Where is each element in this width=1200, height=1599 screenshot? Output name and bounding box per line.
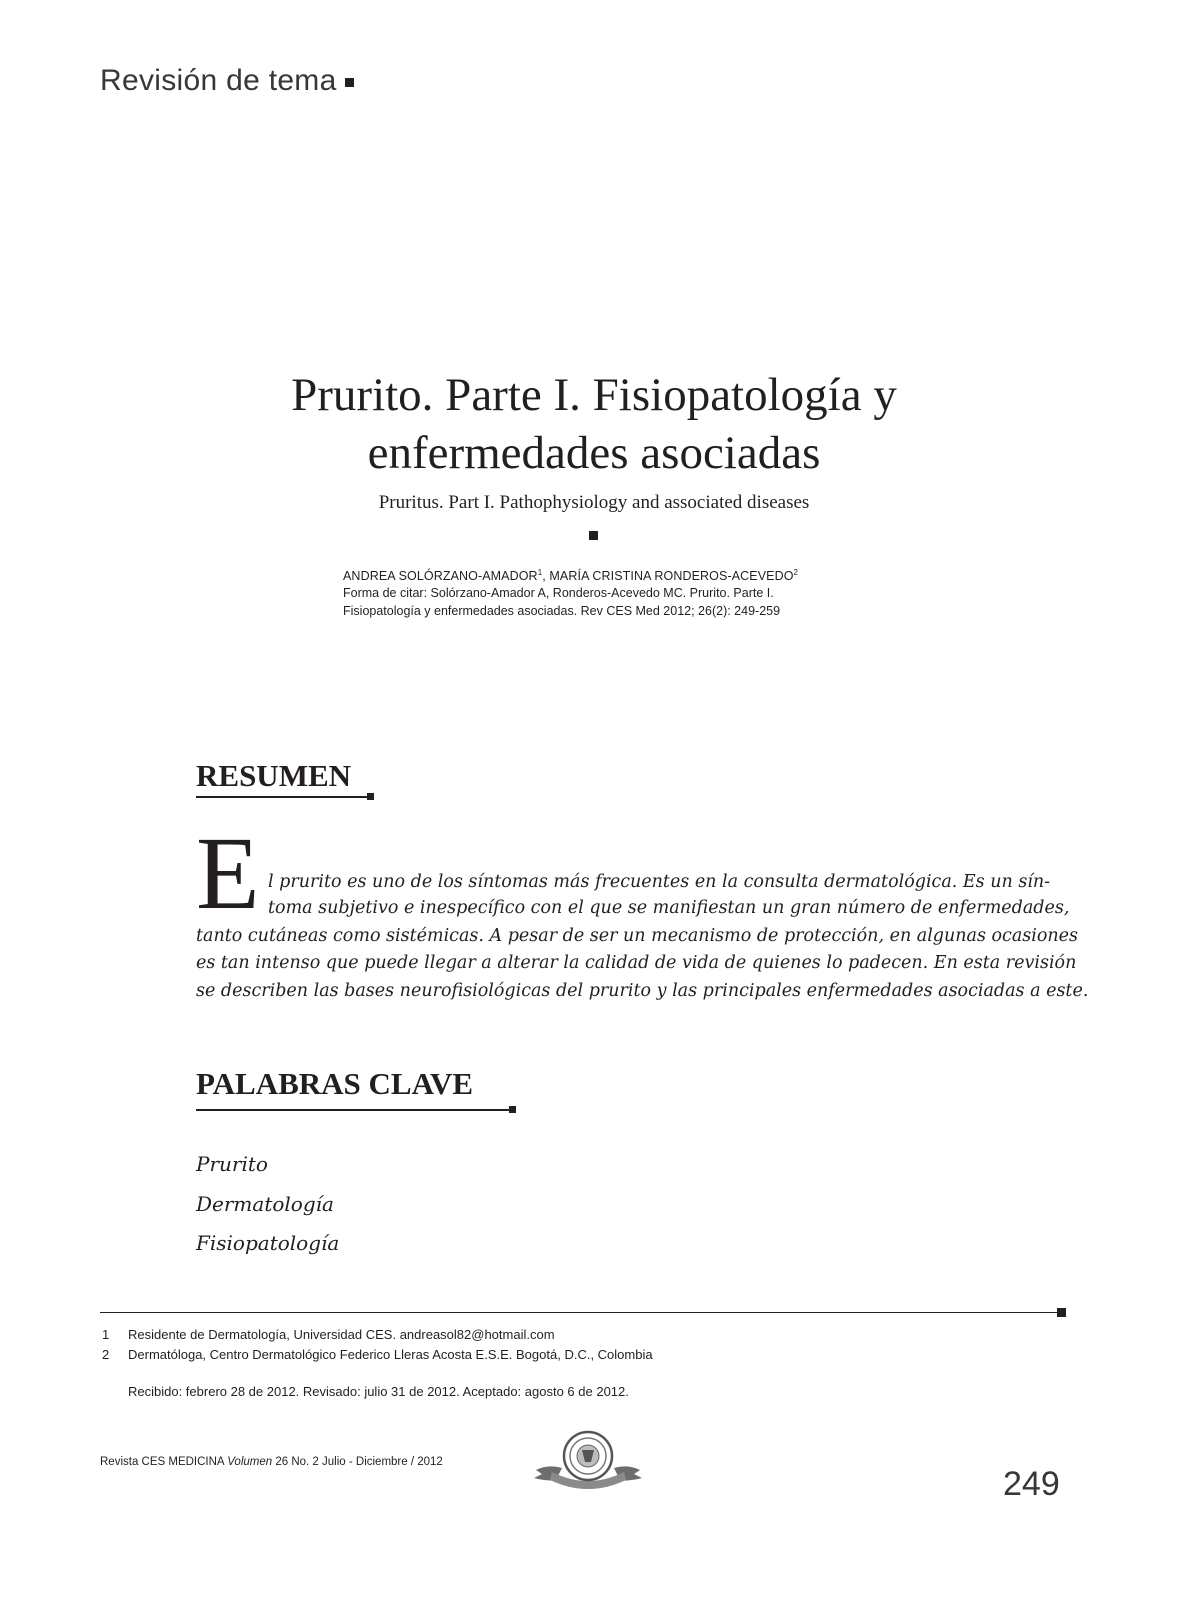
section-label-text: Revisión de tema: [100, 64, 337, 97]
square-bullet-icon: [345, 78, 354, 87]
footnote-rule: [100, 1312, 1060, 1313]
footnote-1-text: Residente de Dermatología, Universidad CES. andreasol82@hotmail.com: [128, 1327, 555, 1342]
author-1-affiliation: 1: [537, 568, 543, 577]
journal-footer: [100, 1456, 443, 1468]
keywords-underline: [196, 1109, 514, 1111]
citation: [343, 584, 863, 620]
section-label: [100, 64, 354, 98]
volume-label: Volumen: [227, 1456, 273, 1468]
square-bullet-icon: [509, 1106, 516, 1113]
author-1: ANDREA SOLÓRZANO-AMADOR: [343, 569, 538, 584]
keyword-item: Fisiopatología: [196, 1231, 340, 1255]
abstract-line-5: se describen las bases neurofisiológicas del prurito y las principales enfermedades asociadas a este.: [196, 981, 1089, 1001]
footnote-1-number: 1: [102, 1327, 110, 1342]
author-separator: ,: [542, 569, 550, 584]
article-subtitle: Pruritus. Part I. Pathophysiology and associated diseases: [378, 492, 810, 513]
square-divider-icon: [589, 531, 598, 540]
square-bullet-icon: [367, 793, 374, 800]
footnote-2-text: Dermatóloga, Centro Dermatológico Federico Lleras Acosta E.S.E. Bogotá, D.C., Colombia: [128, 1347, 653, 1362]
author-list: [343, 568, 798, 583]
footnote-2-number: 2: [102, 1347, 110, 1362]
article-dates: Recibido: febrero 28 de 2012. Revisado: julio 31 de 2012. Aceptado: agosto 6 de 2012.: [128, 1384, 629, 1399]
keywords-heading: PALABRAS CLAVE: [196, 1066, 474, 1101]
article-title: [0, 366, 1188, 482]
author-2-affiliation: 2: [793, 568, 799, 577]
keyword-item: Prurito: [196, 1152, 268, 1176]
article-title-line1: Prurito. Parte I. Fisiopatología y: [291, 369, 897, 421]
drop-cap: E: [196, 816, 260, 931]
article-title-line2: enfermedades asociadas: [367, 427, 821, 479]
citation-line2: Fisiopatología y enfermedades asociadas. Rev CES Med 2012; 26(2): 249-259: [343, 604, 781, 618]
square-bullet-icon: [1057, 1308, 1066, 1317]
volume-details: 26 No. 2 Julio - Diciembre / 2012: [272, 1456, 443, 1468]
anniversary-seal-icon: [528, 1428, 648, 1498]
resumen-underline: [196, 796, 372, 798]
author-2: MARÍA CRISTINA RONDEROS-ACEVEDO: [549, 569, 794, 584]
abstract-line-1: l prurito es uno de los síntomas más frecuentes en la consulta dermatológica. Es un sín-: [268, 872, 1051, 892]
page-number: 249: [1003, 1465, 1060, 1503]
abstract-line-3: tanto cutáneas como sistémicas. A pesar de ser un mecanismo de protección, en algunas ocasiones: [196, 926, 1079, 946]
journal-name: Revista CES MEDICINA: [100, 1456, 224, 1468]
abstract-line-4: es tan intenso que puede llegar a alterar la calidad de vida de quienes lo padecen. En esta revisión: [196, 953, 1077, 973]
resumen-heading: RESUMEN: [196, 758, 352, 793]
keyword-item: Dermatología: [196, 1192, 334, 1216]
citation-line1: Forma de citar: Solórzano-Amador A, Ronderos-Acevedo MC. Prurito. Parte I.: [343, 586, 774, 600]
abstract-line-2: toma subjetivo e inespecífico con el que se manifiestan un gran número de enfermedades,: [268, 898, 1070, 918]
